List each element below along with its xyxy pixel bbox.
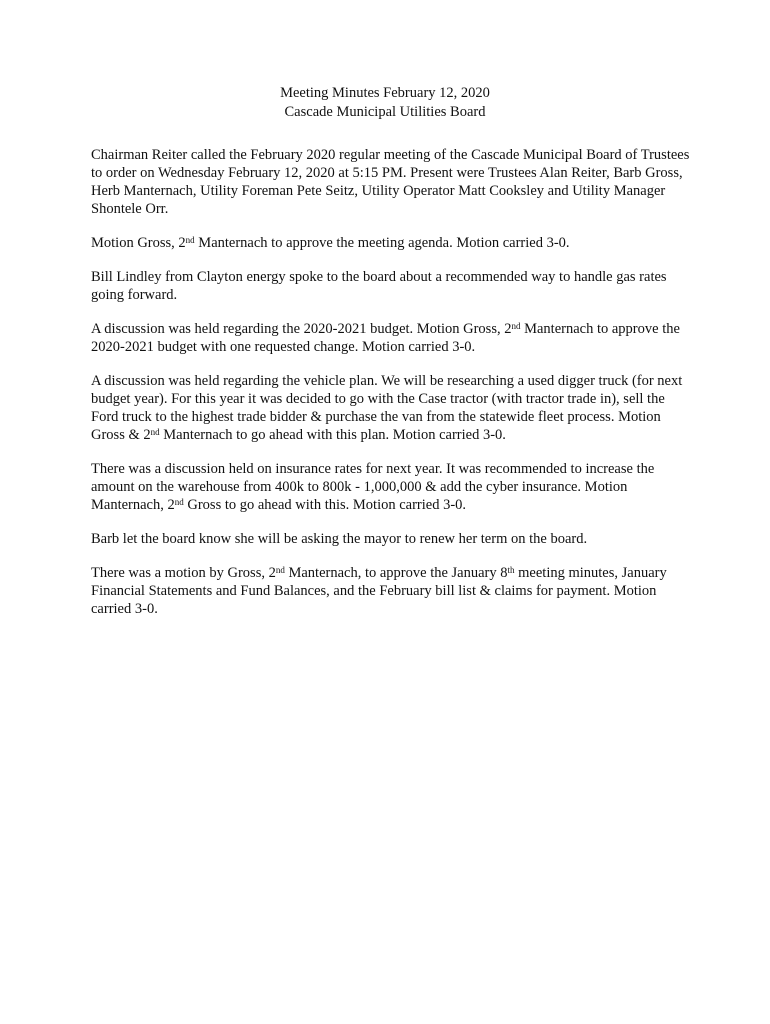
paragraph-text: Manternach to go ahead with this plan. Motion carried 3-0.: [159, 427, 506, 443]
paragraph-text: Manternach to approve the 2020-2021 budget with one requested change. Motion carried 3-0.: [91, 321, 680, 355]
paragraph-agenda-motion: [91, 234, 691, 252]
paragraph-budget: [91, 320, 691, 356]
minutes-body: [91, 146, 691, 634]
ordinal-suffix: nd: [185, 234, 195, 245]
document-header: [0, 84, 770, 122]
paragraph-text: Gross to go ahead with this. Motion carried 3-0.: [183, 497, 467, 513]
paragraph-text: There was a discussion held on insurance rates for next year. It was recommended to increase the amount on the warehouse from 400k to 800k - 1,000,000 & add the cyber insurance. Motion Manternach, 2: [91, 461, 655, 513]
paragraph-approvals: [91, 564, 691, 618]
document-subtitle: Cascade Municipal Utilities Board: [284, 104, 486, 120]
ordinal-suffix: nd: [174, 496, 184, 507]
paragraph-call-to-order: Chairman Reiter called the February 2020 regular meeting of the Cascade Municipal Board of Trustees to order on Wednesday February 12, 2020 at 5:15 PM. Present were Trustees Alan Reiter, Barb Gross, Herb Manternach, Utility Foreman Pete Seitz, Utility Operator Matt Cooksley and Utility Manager Shontele Orr.: [91, 147, 690, 217]
ordinal-suffix: nd: [150, 426, 160, 437]
ordinal-suffix: nd: [511, 320, 521, 331]
paragraph-text: Motion Gross, 2: [91, 235, 186, 251]
paragraph-text: Manternach, to approve the January 8: [284, 565, 508, 581]
paragraph-vehicle-plan: [91, 372, 691, 444]
document-title: Meeting Minutes February 12, 2020: [280, 85, 490, 101]
paragraph-text: A discussion was held regarding the vehicle plan. We will be researching a used digger truck (for next budget year). For this year it was decided to go with the Case tractor (with tractor trade in), sell the Ford truck to the highest trade bidder & purchase the van from the statewide fleet process. Motion Gross & 2: [91, 373, 683, 443]
paragraph-term-renewal: Barb let the board know she will be asking the mayor to renew her term on the board.: [91, 531, 588, 547]
ordinal-suffix: th: [507, 564, 515, 575]
paragraph-text: Manternach to approve the meeting agenda. Motion carried 3-0.: [194, 235, 570, 251]
paragraph-insurance: [91, 460, 691, 514]
ordinal-suffix: nd: [275, 564, 285, 575]
paragraph-text: There was a motion by Gross, 2: [91, 565, 276, 581]
paragraph-text: A discussion was held regarding the 2020-2021 budget. Motion Gross, 2: [91, 321, 512, 337]
paragraph-text: meeting minutes, January Financial Statements and Fund Balances, and the February bill list & claims for payment. Motion carried 3-0.: [91, 565, 667, 617]
paragraph-gas-rates: Bill Lindley from Clayton energy spoke to the board about a recommended way to handle gas rates going forward.: [91, 269, 667, 303]
